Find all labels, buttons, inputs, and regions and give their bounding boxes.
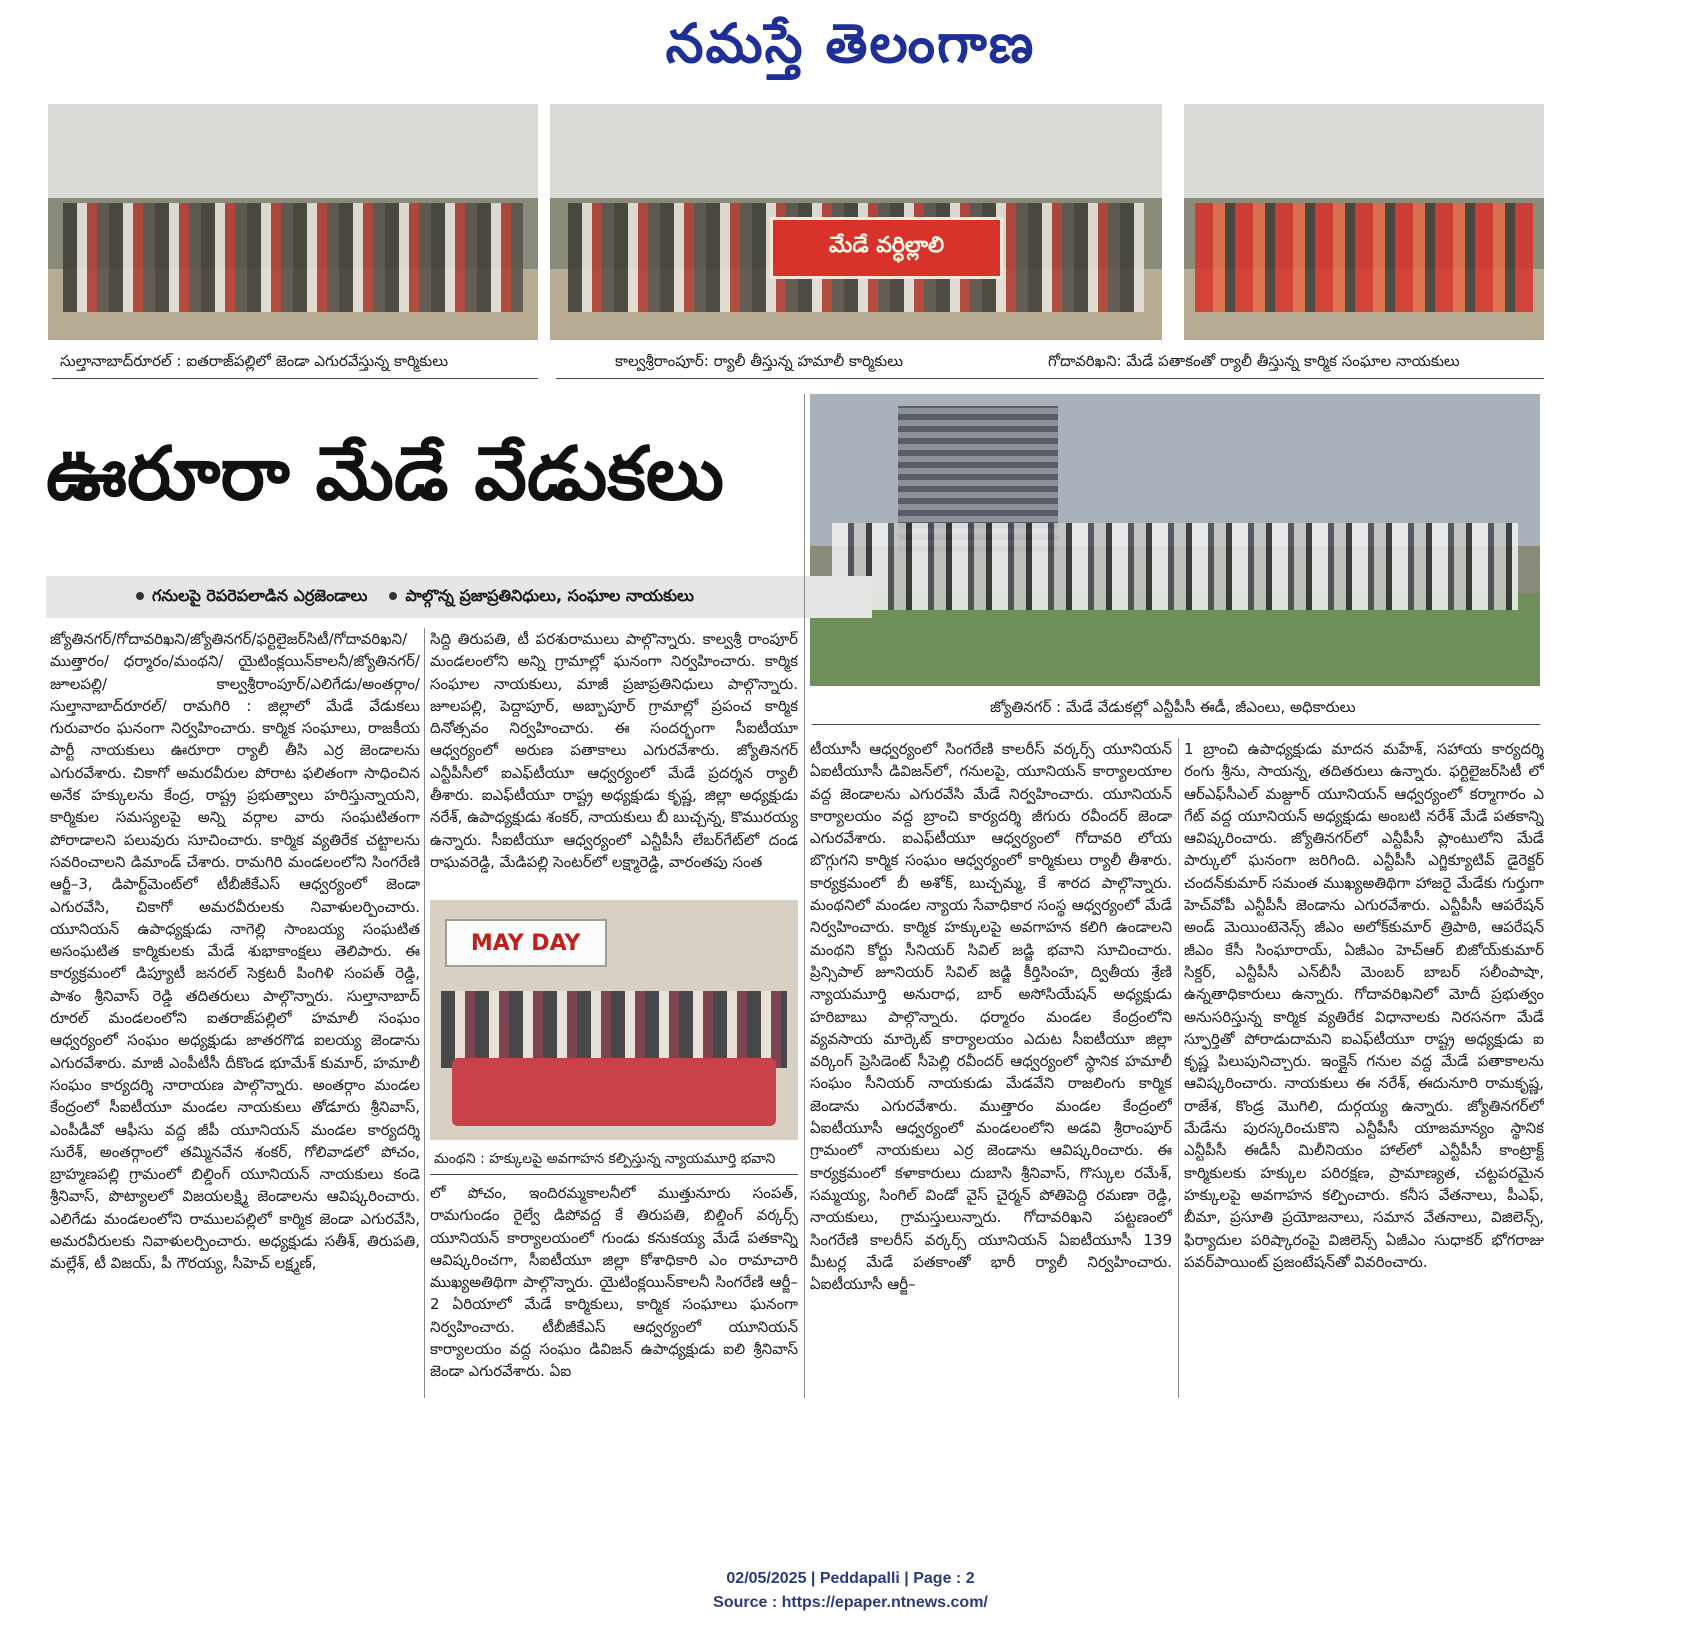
article-column-4: 1 బ్రాంచి ఉపాధ్యక్షుడు మాదన మహేశ్‌, సహాయ కార్యదర్శి రంగు శ్రీను, సాయన్న, తదితరులు ఉన్నారు. ఫర్టిలైజర్‌సిటీ లో ఆర్‌ఎఫ్‌సీఎల్‌ మజ్దూర్‌ యూనియన్‌ ఆధ్వర్యంలో కర్మాగారం ఎ గేట్‌ వద్ద యూనియన్‌ అధ్యక్షుడు అంబటి నరేశ్‌ మేడే పతకాన్ని ఆవిష్కరించారు. జ్యోతినగర్‌లో ఎన్టీపీసీ ప్లాంటులోని మేడే పార్కులో ఘనంగా జరిగింది. ఎన్టీపీసీ ఎగ్జిక్యూటివ్‌ డైరెక్టర్‌ చందన్‌కుమార్‌ సమంత ముఖ్యఅతిథిగా హాజరై మేడేకు గుర్తుగా హెచ్‌వోపీ ఎన్టీపీసీ జెండాను ఎగురవేశారు. ఎన్టీపీసీ ఆపరేషన్‌ అండ్‌ మెయింటెనెన్స్‌ జీఎం అలోక్‌కుమార్‌ త్రిపాఠి, ఆపరేషన్‌ జీఎం కేసీ సింఘారాయ్‌, ఏజీఎం హెచ్‌ఆర్‌ బిజోయ్‌కుమార్‌ సిక్దర్‌, ఎన్టీపీసీ ఎన్‌బీసీ మెంబర్‌ బాబర్‌ సలీంపాషా, ఉన్నతాధికారులు ఉన్నారు. గోదావరిఖనిలో మోదీ ప్రభుత్వం అనుసరిస్తున్న కార్మిక వ్యతిరేక విధానాలకు నిరసనగా మేడే స్ఫూర్తితో పోరాడుదామని ఐఎఫ్‌టీయూ రాష్ట్ర అధ్యక్షుడు ఐ కృష్ణ పిలుపునిచ్చారు. ఇంక్లైన్‌ గనుల వద్ద మేడే పతాకాలను ఆవిష్కరించారు. నాయకులు ఈ నరేశ్‌, ఈదునూరి రామకృష్ణ, రాజేశ, కొండ్ర మొగిలి, దుర్గయ్య ఉన్నారు. జ్యోతినగర్‌లో మేడేను పురస్కరించుకొని ఎన్టీపీసీ యాజమాన్యం స్థానిక ఎన్టీపీసీ ఈడీసీ మిలీనియం హాల్‌లో ఎన్టీపీసీ కాంట్రాక్ట్‌ కార్మికులకు హక్కుల పరిరక్షణ, ప్రామాణ్యత, చట్టపరమైన హక్కులపై అవగాహన కల్పించారు. కనీస వేతనాలు, పీఎఫ్‌, బీమా, ప్రసూతి ప్రయోజనాలు, సమాన వేతనాలు, విజిలెన్స్‌, ఫిర్యాదుల పరిష్కారంపై విజిలెన్స్‌ ఏజీఎం సుధాకర్‌ భోగరాజు పవర్‌పాయింట్‌ ప్రజంటేషన్‌తో వివరించారు. (1184, 740, 1544, 1271)
masthead-title: నమస్తే తెలంగాణ (665, 11, 1036, 75)
subhead-2: పాల్గొన్న ప్రజాప్రతినిధులు, సంఘాల నాయకులు (389, 586, 694, 609)
photo-caption: సుల్తానాబాద్‌రూరల్‌ : ఐతరాజ్‌పల్లిలో జెండా ఎగురవేస్తున్న కార్మికులు (60, 352, 449, 370)
headline: ఊరూరా మేడే వేడుకలు (46, 431, 724, 517)
article-column-2b: లో పోచం, ఇందిరమ్మకాలనీలో ముత్తునూరు సంపత్‌, రామగుండం రైల్వే డిపోవద్ద కే తిరుపతి, బిల్డింగ్‌ వర్కర్స్‌ యూనియన్‌ కార్యాలయంలో గుండు కనుకయ్య మేడే పతకాన్ని ఆవిష్కరించగా, సీఐటీయూ జిల్లా కోశాధికారి ఎం రామాచారి ముఖ్యఅతిథిగా పాల్గొన్నారు. యైటింక్లయిన్‌కాలనీ సింగరేణి ఆర్జీ–2 ఏరియాలో మేడే కార్మికులు, కార్మిక సంఘాలు ఘనంగా నిర్వహించారు. టీబీజీకేఎస్‌ ఆధ్వర్యంలో యూనియన్‌ కార్యాలయం వద్ద సంఘం డివిజన్‌ ఉపాధ్యక్షుడు ఐలి శ్రీనివాస్‌ జెండా ఎగురవేశారు. ఏఐ (430, 1184, 798, 1381)
rally-banner: మేడే వర్ధిల్లాలి (770, 217, 1003, 278)
article-column-3: టీయూసీ ఆధ్వర్యంలో సింగరేణి కాలరీస్‌ వర్కర్స్‌ యూనియన్‌ ఏఐటీయూసీ డివిజన్‌లో, గనులపై, యూనియన్‌ కార్యాలయాల వద్ద జెండాలను ఎగురవేసి మేడే నిర్వహించారు. యూనియన్‌ కార్యాలయం వద్ద బ్రాంచి కార్యదర్శి జీగురు రవీందర్‌ జెండా ఎగురవేశారు. ఐఎఫ్‌టీయూ ఆధ్వర్యంలో గోదావరి లోయ బొగ్గుగని కార్మిక సంఘం ఆధ్వర్యంలో కార్మికులు ర్యాలీ తీశారు. కార్యక్రమంలో బీ అశోక్‌, బుచ్చమ్మ, కే శారద పాల్గొన్నారు. మంథనిలో మండల న్యాయ సేవాధికార సంస్థ ఆధ్వర్యంలో మేడే నిర్వహించారు. కార్మిక హక్కులపై అవగాహన కలిగి ఉండాలని మంథని కోర్టు సీనియర్‌ సివిల్‌ జడ్జి భవాని సూచించారు. ప్రిన్సిపాల్‌ జూనియర్‌ సివిల్‌ జడ్జి కీర్తిసింహ, ద్వితీయ శ్రేణి న్యాయమూర్తి అనురాధ, బార్‌ అసోసియేషన్‌ అధ్యక్షుడు హరిబాబు పాల్గొన్నారు. ధర్మారం మండల కేంద్రంలోని వ్యవసాయ మార్కెట్‌ కార్యాలయం ఎదుట సీఐటీయూ జిల్లా వర్కింగ్‌ ప్రెసిడెంట్‌ సీపెల్లి రవీందర్‌ ఆధ్వర్యంలో స్థానిక హమాలీ సంఘం సీనియర్‌ నాయకుడు మేడవేని రాజలింగు కార్మిక జెండాను ఎగురవేశారు. ముత్తారం మండల కేంద్రంలో ఏఐటీయూసీ ఆధ్వర్యంలో మండలంలోని అడవి శ్రీరాంపూర్‌ గ్రామంలో నాయకులు ఎర్ర జెండాను ఆవిష్కరించారు. ఈ కార్యక్రమంలో కళాకారులు దుబాసి శ్రీనివాస్‌, గొస్కుల రమేశ్‌, సమ్మయ్య, సింగిల్‌ విండో వైస్‌ చైర్మన్‌ పోతిపెద్ది రమణా రెడ్డి, నాయకులు, గ్రామస్తులున్నారు. గోదావరిఖని పట్టణంలో సింగరేణి కాలరీస్‌ వర్కర్స్‌ యూనియన్‌ ఏఐటీయూసీ 139 మీటర్ల మేడే పతకాంతో భారీ ర్యాలీ నిర్వహించారు. ఏఐటీయూసీ ఆర్జీ– (810, 740, 1172, 1294)
article-column-2a: సిద్ది తిరుపతి, టీ పరశురాములు పాల్గొన్నారు. కాల్వశ్రీ రాంపూర్‌ మండలంలోని అన్ని గ్రామాల్లో ఘనంగా నిర్వహించారు. కార్మిక సంఘాల నాయకులు, మాజీ ప్రజాప్రతినిధులు పాల్గొన్నారు. జూలపల్లి, పెద్దాపూర్‌, అబ్బాపూర్‌ గ్రామాల్లో ప్రపంచ కార్మిక దినోత్సవం నిర్వహించారు. ఈ సందర్భంగా సీఐటీయూ ఆధ్వర్యంలో అరుణ పతాకాలు ఎగురవేశారు. జ్యోతినగర్‌ ఎన్టీపీసీలో ఐఎఫ్‌టీయూ ఆధ్వర్యంలో మేడే ప్రదర్శన ర్యాలీ తీశారు. ఐఎఫ్‌టీయూ రాష్ట్ర అధ్యక్షుడు కృష్ణ, జిల్లా అధ్యక్షుడు నరేశ్‌, ఉపాధ్యక్షుడు శంకర్‌, నాయకులు బీ బుచ్చన్న, కొమురయ్య ఉన్నారు. సీఐటీయూ ఆధ్వర్యంలో ఎన్టీపీసీ లేబర్‌గేట్‌లో దండ రాఘవరెడ్డి, మేడిపల్లి సెంటర్‌లో లక్ష్మారెడ్డి, వారంతపు సంత (430, 630, 798, 871)
subhead-1: గనులపై రెపరెపలాడిన ఎర్రజెండాలు (136, 586, 367, 609)
photo-sultanabad-flag (48, 104, 538, 340)
photo-godavarikhani-rally (1184, 104, 1544, 340)
photo-kalvasrirampur-rally (550, 104, 1162, 340)
photo-caption: గోదావరిఖని: మేడే పతాకంతో ర్యాలీ తీస్తున్న కార్మిక సంఘాల నాయకులు (1048, 352, 1460, 370)
photo-caption: జ్యోతినగర్‌ : మేడే వేడుకల్లో ఎన్టీపీసీ ఈడీ, జీఎంలు, అధికారులు (990, 698, 1356, 716)
article-column-1: జ్యోతినగర్‌/గోదావరిఖని/జ్యోతినగర్‌/ఫర్టిలైజర్‌సిటీ/గోదావరిఖని/ముత్తారం/ ధర్మారం/మంథని/ యైటింక్లయిన్‌కాలనీ/జ్యోతినగర్‌/జూలపల్లి/ కాల్వశ్రీరాంపూర్‌/ఎలిగేడు/అంతర్గాం/సుల్తానాబాద్‌రూరల్‌/ రామగిరి : జిల్లాలో మేడే వేడుకలు గురువారం ఘనంగా నిర్వహించారు. కార్మిక సంఘాలు, రాజకీయ పార్టీ నాయకులు ఊరూరా ర్యాలీ తీసి ఎర్ర జెండాలను ఎగురవేశారు. చికాగో అమరవీరుల పోరాట ఫలితంగా సాధించిన అనేక హక్కులను కేంద్ర, రాష్ట్ర ప్రభుత్వాలు హరిస్తున్నాయని, కార్మికుల సమస్యలపై అన్ని వర్గాల వారు సంఘటితంగా పోరాడాలని పలువురు సూచించారు. కార్మిక వ్యతిరేక చట్టాలను సవరించాలని డిమాండ్‌ చేశారు. రామగిరి మండలంలోని సింగరేణి ఆర్జీ–3, డిపార్ట్‌మెంట్‌లో టీబీజీకేఎస్‌ ఆధ్వర్యంలో జెండా ఎగురవేసి, చికాగో అమరవీరులకు నివాళులర్పించారు. యూనియన్‌ ఉపాధ్యక్షుడు నాగెల్లి సాంబయ్య సంఘటిత అసంఘటిత కార్మికులకు మేడే శుభాకాంక్షలు తెలిపారు. ఈ కార్యక్రమంలో డిప్యూటీ జనరల్‌ సెక్రటరీ పింగిళి సంపత్‌ రెడ్డి, పాశం శ్రీనివాస్‌ రెడ్డి తదితరులు పాల్గొన్నారు. సుల్తానాబాద్‌ రూరల్‌ మండలంలోని ఐతరాజ్‌పల్లిలో హమాలీ సంఘం ఆధ్వర్యంలో సంఘం అధ్యక్షుడు జాతరగొడ ఐలయ్య జెండాను ఎగురవేశారు. మాజీ ఎంపీటీసీ దీకొండ భూమేశ్‌ కుమార్‌, హమాలీ సంఘం కార్యదర్శి నారాయణ పాల్గొన్నారు. అంతర్గాం మండల కేంద్రంలో సీఐటీయూ మండల నాయకులు తోడూరు శ్రీనివాస్‌, ఎంపీడీవో ఆఫీసు వద్ద జీపీ యూనియన్‌ మండల కార్యదర్శి సురేశ్‌, అంతర్గాంలో తమ్మినవేన శంకర్‌, గోలివాడలో పోచం, బ్రాహ్మణపల్లి గ్రామంలో బిల్డింగ్‌ యూనియన్‌ నాయకులు కండె శ్రీనివాస్‌, పొట్యాలలో విజయలక్ష్మి జెండాలను ఆవిష్కరించారు. ఎలిగేడు మండలంలోని రాములపల్లిలో కార్మిక జెండా ఎగురవేసి, అమరవీరులకు నివాళులర్పించారు. అధ్యక్షుడు సతీశ్‌, తిరుపతి, మల్లేశ్‌, టీ విజయ్‌, పీ గౌరయ్య, సీహెచ్‌ లక్ష్మణ్‌, (50, 630, 420, 1273)
may-day-sign: MAY DAY (445, 919, 607, 967)
subheads-bar (46, 576, 872, 618)
footer-date-edition: 02/05/2025 | Peddapalli | Page : 2 (726, 1570, 975, 1587)
photo-caption: మంథని : హక్కులపై అవగాహన కల్పిస్తున్న న్యాయమూర్తి భవాని (434, 1151, 776, 1167)
photo-jyothinagar-ntpc (810, 394, 1540, 686)
photo-caption: కాల్వశ్రీరాంపూర్‌: ర్యాలీ తీస్తున్న హమాలీ కార్మికులు (615, 352, 904, 370)
photo-manthani-court (430, 900, 798, 1140)
footer-source: Source : https://epaper.ntnews.com/ (713, 1594, 988, 1611)
